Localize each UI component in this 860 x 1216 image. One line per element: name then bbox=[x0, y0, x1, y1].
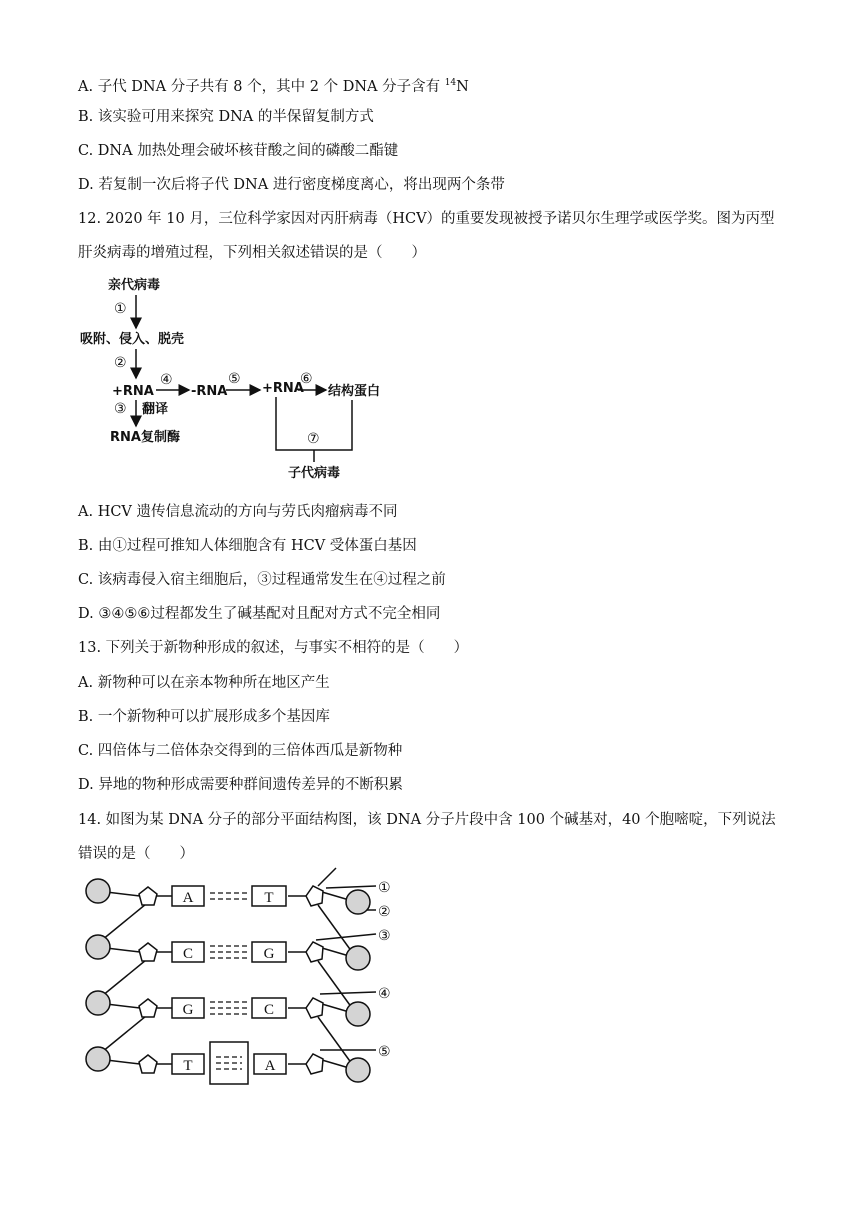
deoxyribose-pentagon bbox=[139, 1055, 157, 1073]
q12-option-b: B. 由①过程可推知人体细胞含有 HCV 受体蛋白基因 bbox=[78, 538, 417, 554]
deoxyribose-pentagon bbox=[139, 887, 157, 905]
q13-option-a: A. 新物种可以在亲本物种所在地区产生 bbox=[78, 675, 330, 691]
offspring-virus-label: 子代病毒 bbox=[288, 466, 341, 481]
step5-marker: ⑤ bbox=[228, 371, 241, 387]
hcv-replication-diagram bbox=[76, 270, 406, 490]
phosphate-circle bbox=[86, 1047, 110, 1071]
label-2: ② bbox=[378, 904, 391, 920]
phosphate-circle bbox=[86, 991, 110, 1015]
plus-rna-1-label: +RNA bbox=[112, 384, 154, 399]
deoxyribose-pentagon bbox=[306, 1054, 323, 1074]
base-left-1: A bbox=[182, 890, 194, 906]
q11-option-d: D. 若复制一次后将子代 DNA 进行密度梯度离心，将出现两个条带 bbox=[78, 177, 505, 193]
q11-option-c: C. DNA 加热处理会破坏核苷酸之间的磷酸二酯键 bbox=[78, 143, 399, 159]
label-4: ④ bbox=[378, 986, 391, 1002]
phosphate-circle bbox=[346, 946, 370, 970]
phosphate-circle bbox=[86, 935, 110, 959]
q11-option-a: A. 子代 DNA 分子共有 8 个，其中 2 个 DNA 分子含有 $^{14}$N bbox=[78, 78, 469, 95]
base-right-3: C bbox=[263, 1002, 275, 1018]
minus-rna-label: -RNA bbox=[191, 384, 228, 399]
deoxyribose-pentagon bbox=[139, 943, 157, 961]
step6-marker: ⑥ bbox=[300, 371, 313, 387]
base-right-2: G bbox=[263, 946, 275, 962]
phosphate-circle bbox=[346, 1058, 370, 1082]
label-5: ⑤ bbox=[378, 1044, 391, 1060]
q13-option-d: D. 异地的物种形成需要种群间遗传差异的不断积累 bbox=[78, 777, 403, 793]
q14-stem-line1: 14. 如图为某 DNA 分子的部分平面结构图，该 DNA 分子片段中含 100 个碱基对，40 个胞嘧啶，下列说法 bbox=[78, 812, 776, 828]
step3-marker: ③ bbox=[114, 401, 127, 417]
q12-option-a: A. HCV 遗传信息流动的方向与劳氏肉瘤病毒不同 bbox=[78, 504, 398, 520]
dna-structure-diagram bbox=[80, 860, 410, 1100]
base-left-2: C bbox=[182, 946, 194, 962]
base-left-4: T bbox=[183, 1058, 193, 1074]
deoxyribose-pentagon bbox=[306, 886, 323, 906]
translation-label: 翻译 bbox=[142, 402, 169, 417]
q13-option-c: C. 四倍体与二倍体杂交得到的三倍体西瓜是新物种 bbox=[78, 743, 403, 759]
q12-stem-line2: 肝炎病毒的增殖过程，下列相关叙述错误的是（ ） bbox=[78, 245, 426, 261]
step7-marker: ⑦ bbox=[307, 431, 320, 447]
q13-option-b: B. 一个新物种可以扩展形成多个基因库 bbox=[78, 709, 330, 725]
label-3: ③ bbox=[378, 928, 391, 944]
phosphate-circle bbox=[86, 879, 110, 903]
step2-marker: ② bbox=[114, 355, 127, 371]
deoxyribose-pentagon bbox=[306, 942, 323, 962]
base-right-1: T bbox=[264, 890, 274, 906]
step4-marker: ④ bbox=[160, 372, 173, 388]
plus-rna-2-label: +RNA bbox=[262, 381, 304, 396]
deoxyribose-pentagon bbox=[306, 998, 323, 1018]
phosphate-circle bbox=[346, 890, 370, 914]
step1-marker: ① bbox=[114, 301, 127, 317]
q13-stem: 13. 下列关于新物种形成的叙述，与事实不相符的是（ ） bbox=[78, 640, 469, 656]
q12-option-c: C. 该病毒侵入宿主细胞后，③过程通常发生在④过程之前 bbox=[78, 572, 446, 588]
q12-stem-line1: 12. 2020 年 10 月，三位科学家因对丙肝病毒（HCV）的重要发现被授予诺贝尔生理学或医学奖。图为丙型 bbox=[78, 211, 775, 227]
phosphate-circle bbox=[346, 1002, 370, 1026]
parent-virus-label: 亲代病毒 bbox=[108, 278, 161, 293]
q12-option-d: D. ③④⑤⑥过程都发生了碱基配对且配对方式不完全相同 bbox=[78, 606, 441, 622]
base-left-3: G bbox=[182, 1002, 194, 1018]
structural-protein-label: 结构蛋白 bbox=[328, 384, 381, 399]
adsorb-invade-uncoat-label: 吸附、侵入、脱壳 bbox=[80, 332, 185, 347]
label-1: ① bbox=[378, 880, 391, 896]
rna-replicase-label: RNA复制酶 bbox=[110, 430, 180, 445]
deoxyribose-pentagon bbox=[139, 999, 157, 1017]
base-right-4: A bbox=[264, 1058, 276, 1074]
q14-stem-line2: 错误的是（ ） bbox=[78, 846, 194, 862]
q11-option-b: B. 该实验可用来探究 DNA 的半保留复制方式 bbox=[78, 109, 374, 125]
